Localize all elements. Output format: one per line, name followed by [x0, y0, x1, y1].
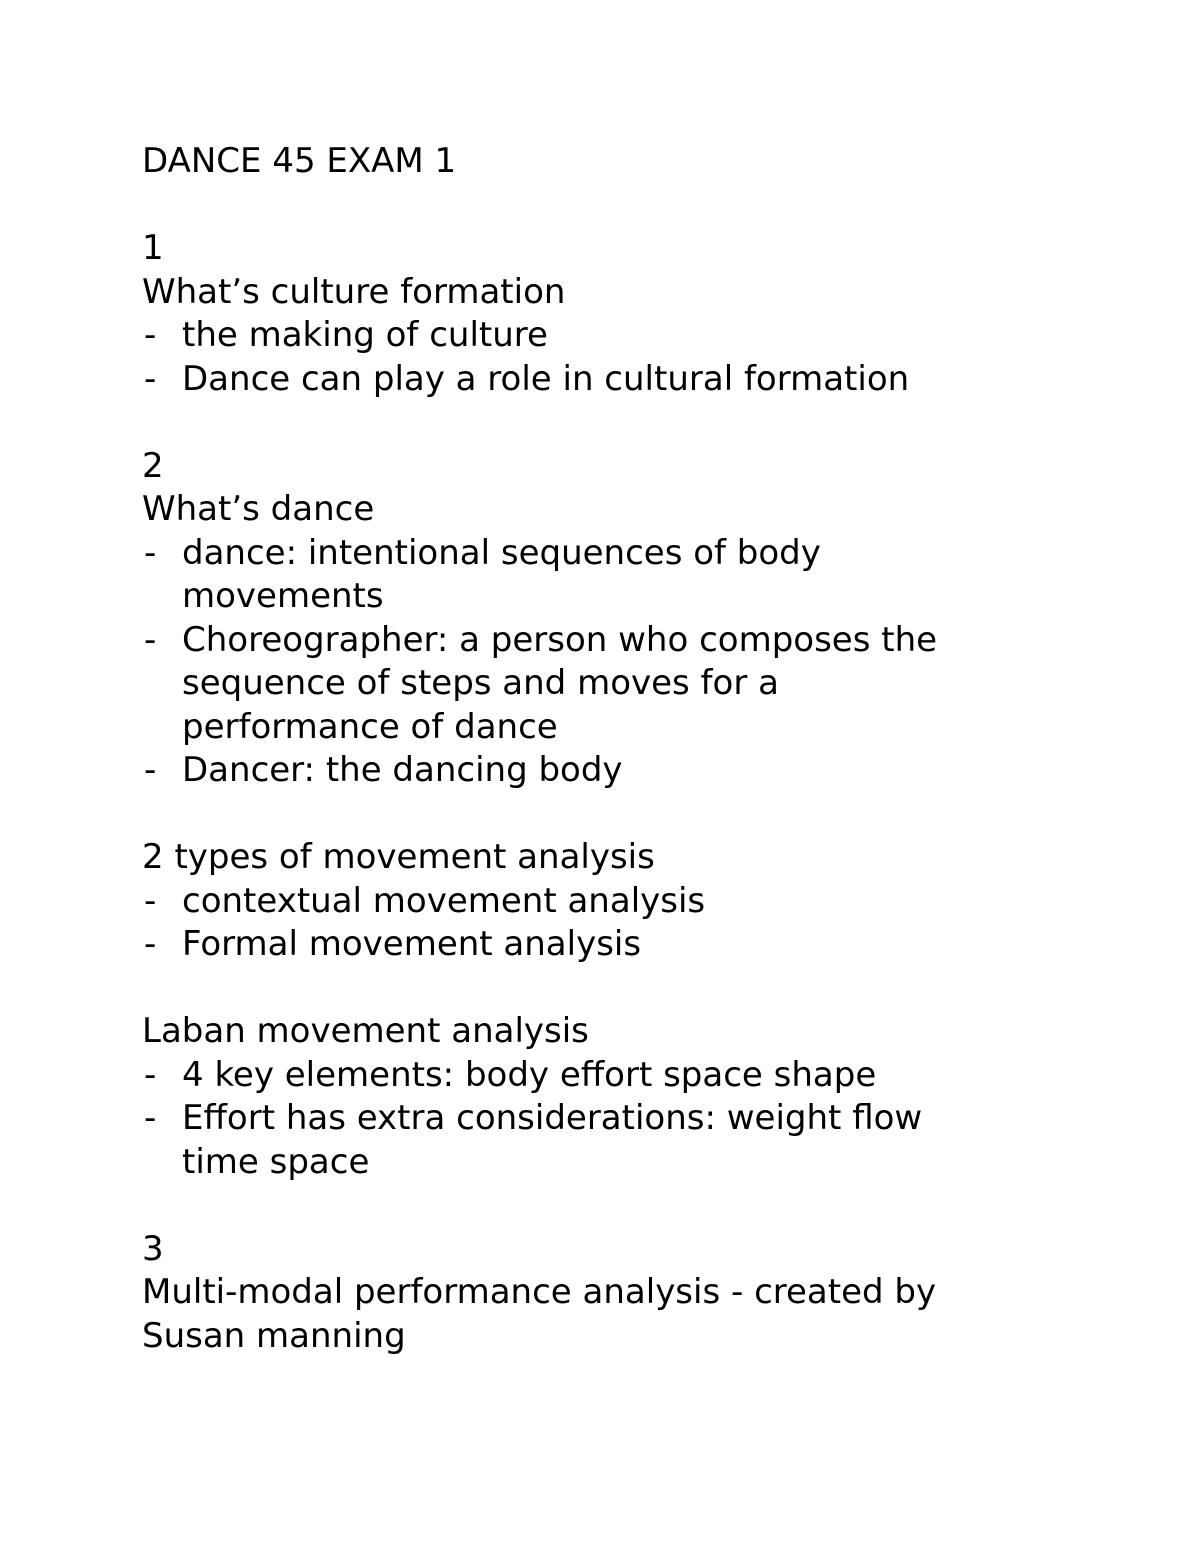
bullet-text: time space: [182, 1141, 370, 1182]
bullet-text: performance of dance: [182, 706, 558, 747]
dash-marker: -: [144, 924, 157, 964]
section-heading: What’s dance: [142, 489, 375, 529]
bullet-item: [142, 619, 1142, 750]
bullet-item: [142, 314, 1142, 358]
bullet-item: [142, 1097, 1142, 1184]
spacer: [142, 401, 1142, 445]
document-body: [142, 227, 1142, 1358]
bullet-text: sequence of steps and moves for a: [182, 663, 779, 703]
dash-marker: -: [144, 532, 157, 573]
dash-marker: -: [144, 1098, 157, 1138]
section: [142, 836, 1142, 967]
bullet-item: [142, 923, 1142, 967]
bullet-text: dance: intentional sequences of body: [182, 532, 821, 573]
section-number: 1: [142, 228, 164, 268]
section-number: 3: [142, 1228, 164, 1269]
section: [142, 445, 1142, 793]
bullet-item: [142, 358, 1142, 402]
bullet-item: [142, 1054, 1142, 1098]
dash-marker: -: [144, 1054, 157, 1095]
dash-marker: -: [144, 358, 157, 399]
bullet-list: [142, 880, 1142, 967]
bullet-item: [142, 532, 1142, 619]
bullet-list: [142, 314, 1142, 401]
section-heading-line: Multi-modal performance analysis - created by: [142, 1272, 937, 1312]
document-page: [142, 140, 1142, 1358]
spacer: [142, 967, 1142, 1011]
dash-marker: -: [144, 619, 157, 660]
section: [142, 1228, 1142, 1359]
dash-marker: -: [144, 880, 157, 921]
section-heading: Laban movement analysis: [142, 1011, 589, 1051]
bullet-text: Effort has extra considerations: weight flow: [182, 1098, 923, 1138]
section-heading: 2 types of movement analysis: [142, 837, 655, 877]
bullet-text: movements: [182, 576, 384, 616]
bullet-text: contextual movement analysis: [182, 880, 706, 921]
dash-marker: -: [144, 315, 157, 355]
section-heading: What’s culture formation: [142, 271, 566, 312]
bullet-item: [142, 880, 1142, 924]
bullet-item: [142, 749, 1142, 793]
bullet-text: the making of culture: [182, 315, 548, 355]
spacer: [142, 1184, 1142, 1228]
spacer: [142, 793, 1142, 837]
bullet-text: Formal movement analysis: [182, 924, 642, 964]
section: [142, 227, 1142, 401]
section-number: 2: [142, 445, 164, 486]
dash-marker: -: [144, 750, 157, 790]
bullet-text: Choreographer: a person who composes the: [182, 619, 938, 660]
bullet-list: [142, 532, 1142, 793]
document-title: DANCE 45 EXAM 1: [142, 141, 457, 181]
bullet-text: Dancer: the dancing body: [182, 750, 623, 790]
bullet-text: Dance can play a role in cultural formation: [182, 358, 910, 399]
spacer: [142, 184, 1142, 228]
bullet-list: [142, 1054, 1142, 1185]
section: [142, 1010, 1142, 1184]
bullet-text: 4 key elements: body effort space shape: [182, 1054, 877, 1095]
section-heading-line: Susan manning: [142, 1315, 406, 1356]
